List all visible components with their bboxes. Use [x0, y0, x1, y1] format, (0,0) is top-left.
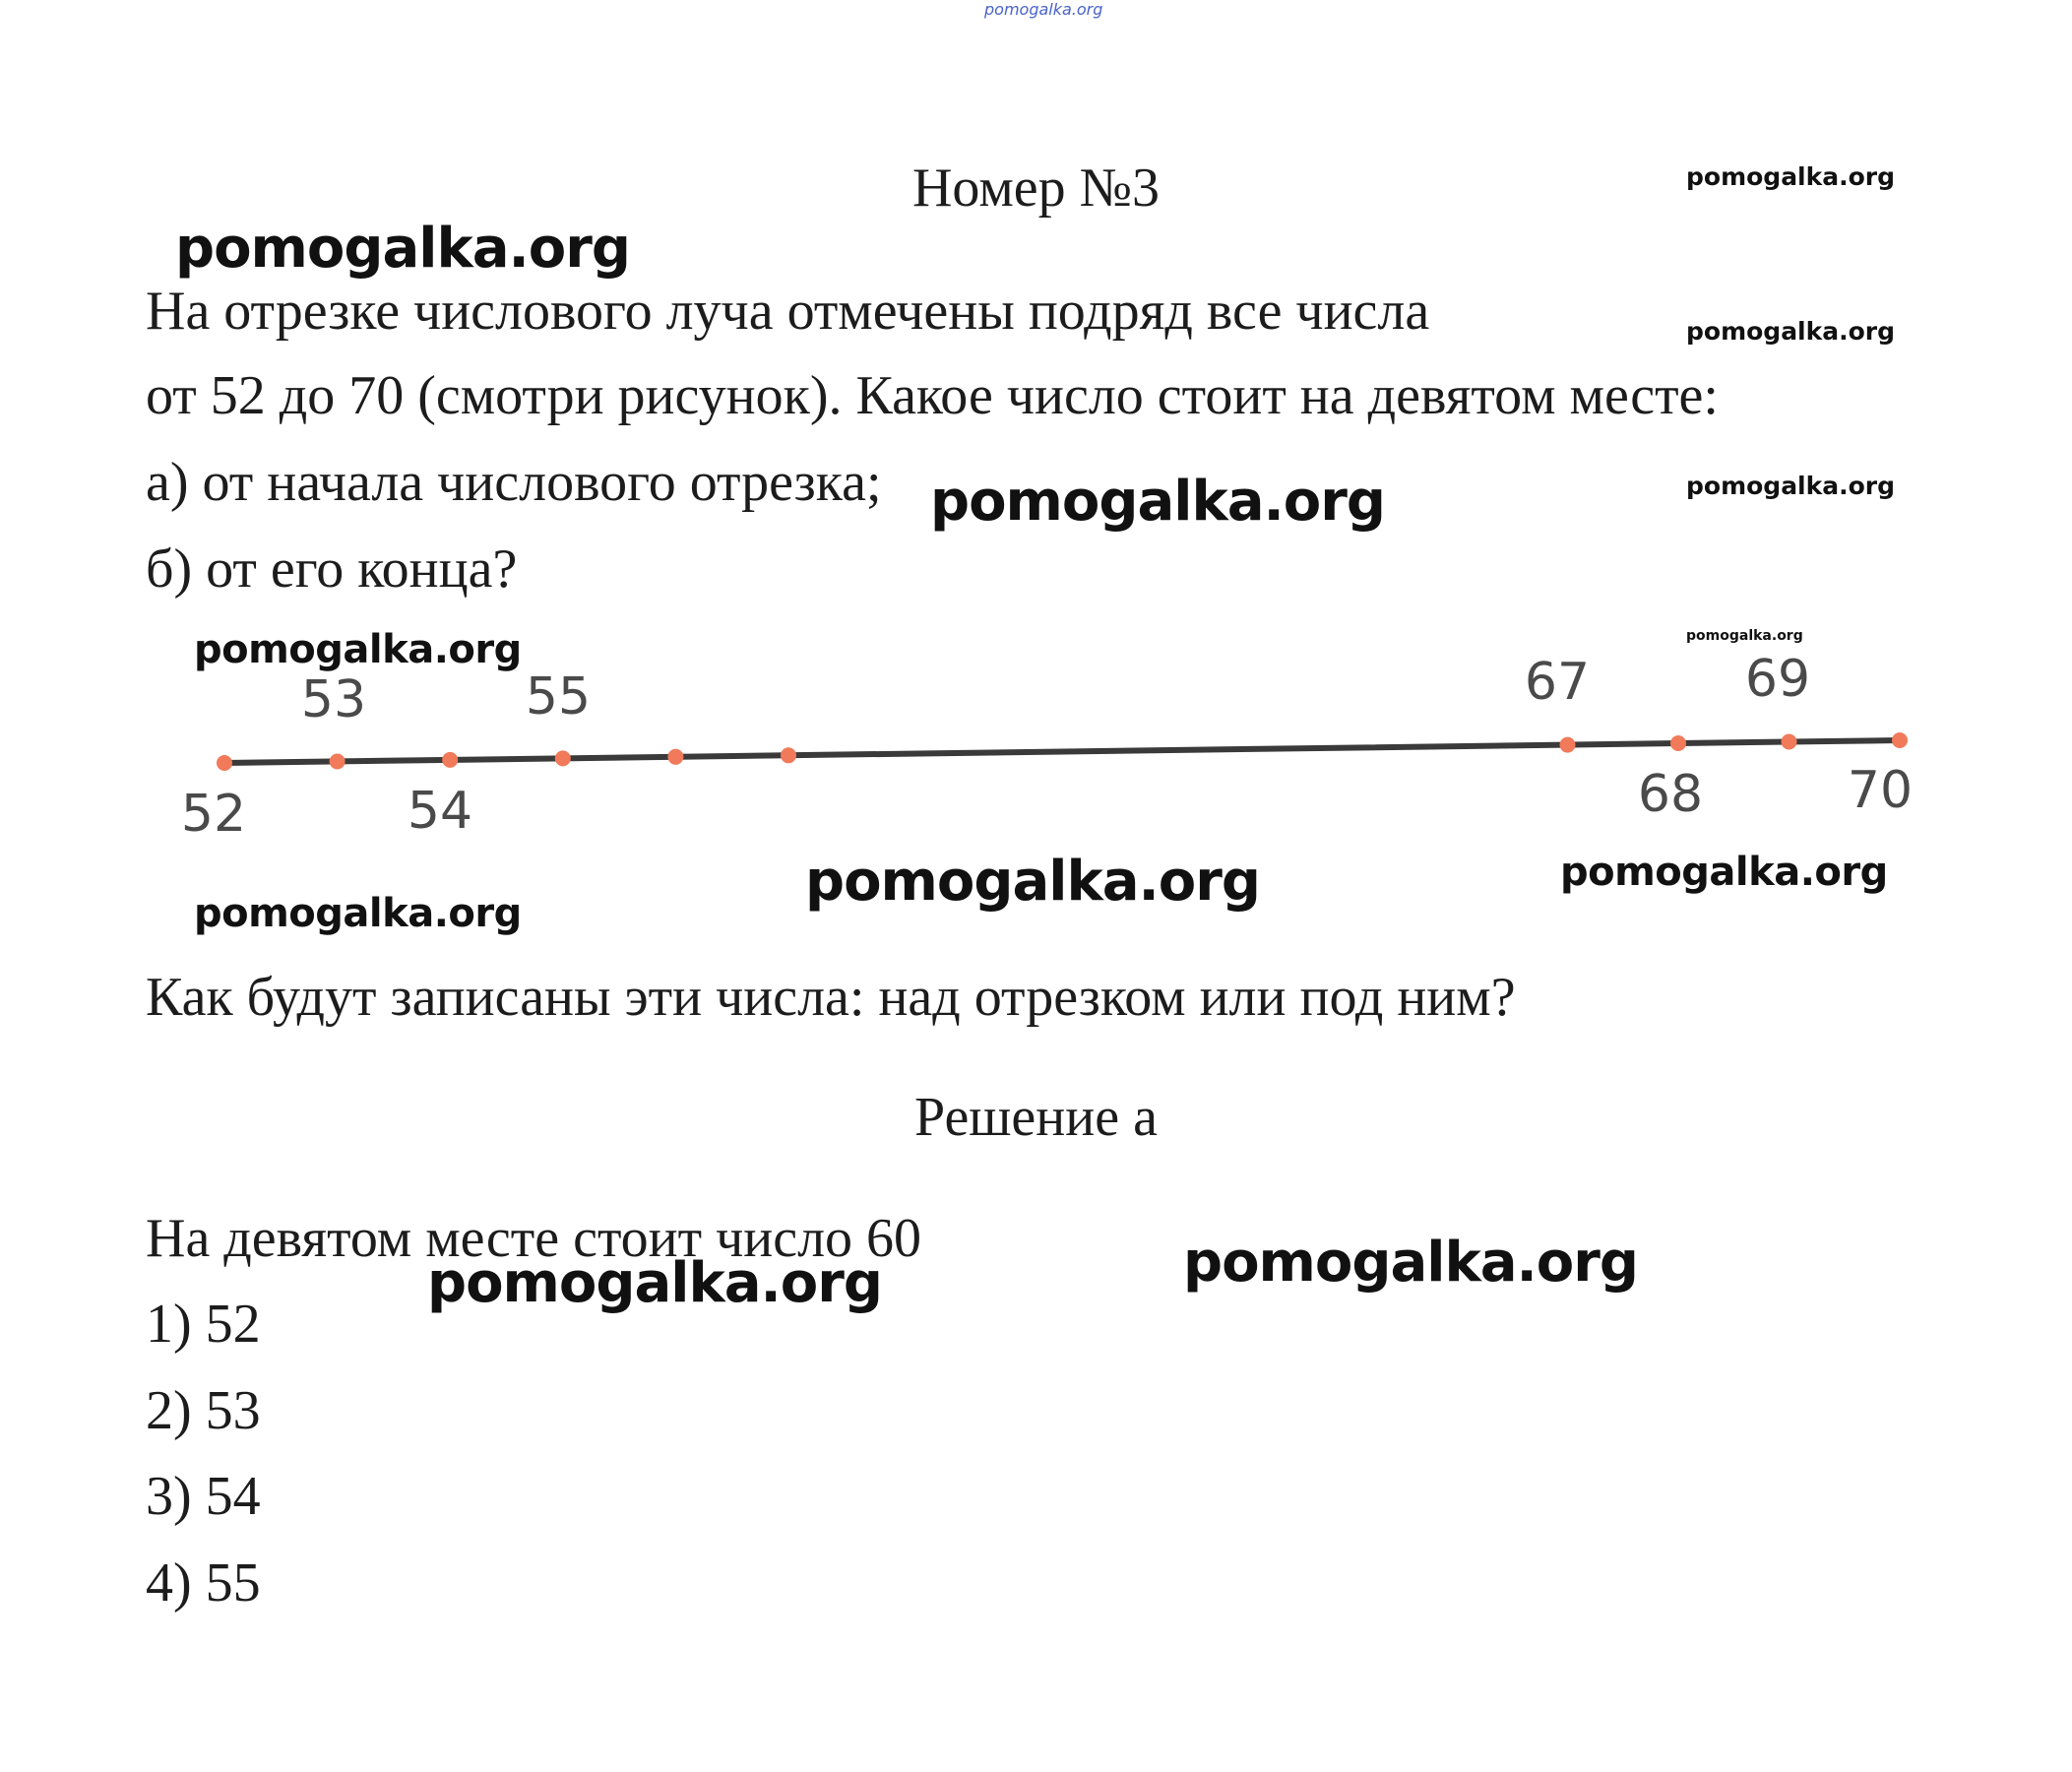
watermark-center-big: pomogalka.org: [930, 470, 1385, 534]
solution-step-1: 1) 52: [146, 1294, 261, 1355]
watermark-right-mid: pomogalka.org: [1560, 850, 1888, 895]
solution-title: Решение а: [914, 1087, 1158, 1148]
number-line-point-70: [1892, 732, 1908, 748]
number-line-point-53: [330, 754, 345, 770]
number-line-point-55: [555, 750, 571, 766]
watermark-right-3: pomogalka.org: [1686, 472, 1896, 500]
problem-title: Номер №3: [911, 158, 1161, 219]
number-line-axis: [224, 740, 1900, 763]
label-69: 69: [1744, 650, 1811, 709]
label-53: 53: [300, 670, 367, 729]
watermark-center-big-2: pomogalka.org: [805, 850, 1260, 914]
watermark-left-mid-1: pomogalka.org: [194, 627, 522, 672]
watermark-solution-right: pomogalka.org: [1183, 1231, 1638, 1295]
problem-line-3: а) от начала числового отрезка;: [146, 452, 882, 513]
problem-line-2: от 52 до 70 (смотри рисунок). Какое число стоит на девятом месте:: [146, 365, 1719, 426]
label-55: 55: [525, 667, 592, 727]
watermark-right-tiny: pomogalka.org: [1686, 628, 1803, 644]
label-52: 52: [180, 785, 247, 844]
solution-step-3: 3) 54: [146, 1466, 261, 1527]
watermark-right-2: pomogalka.org: [1686, 317, 1896, 346]
number-line-point-56: [667, 749, 683, 765]
problem-line-4: б) от его конца?: [146, 538, 518, 600]
number-line-point-57: [781, 747, 796, 763]
number-line-point-68: [1670, 735, 1686, 751]
label-67: 67: [1524, 653, 1591, 712]
watermark-left-mid-2: pomogalka.org: [194, 891, 522, 936]
label-70: 70: [1847, 761, 1914, 820]
number-line-point-67: [1560, 737, 1576, 753]
number-line-figure: [0, 0, 2072, 866]
solution-step-4: 4) 55: [146, 1552, 261, 1614]
watermark-left-big: pomogalka.org: [175, 217, 630, 281]
number-line-point-54: [442, 752, 458, 768]
watermark-right-1: pomogalka.org: [1686, 162, 1896, 191]
number-line-point-69: [1782, 734, 1797, 750]
watermark-solution-left: pomogalka.org: [427, 1251, 882, 1315]
solution-step-2: 2) 53: [146, 1380, 261, 1441]
label-68: 68: [1637, 765, 1704, 824]
solution-answer: На девятом месте стоит число 60: [146, 1208, 922, 1269]
number-line-point-52: [217, 755, 232, 771]
problem-question: Как будут записаны эти числа: над отрезком или под ним?: [146, 967, 1516, 1028]
label-54: 54: [407, 782, 473, 841]
problem-line-1: На отрезке числового луча отмечены подряд все числа: [146, 281, 1430, 342]
watermark-top: pomogalka.org: [984, 0, 1103, 19]
